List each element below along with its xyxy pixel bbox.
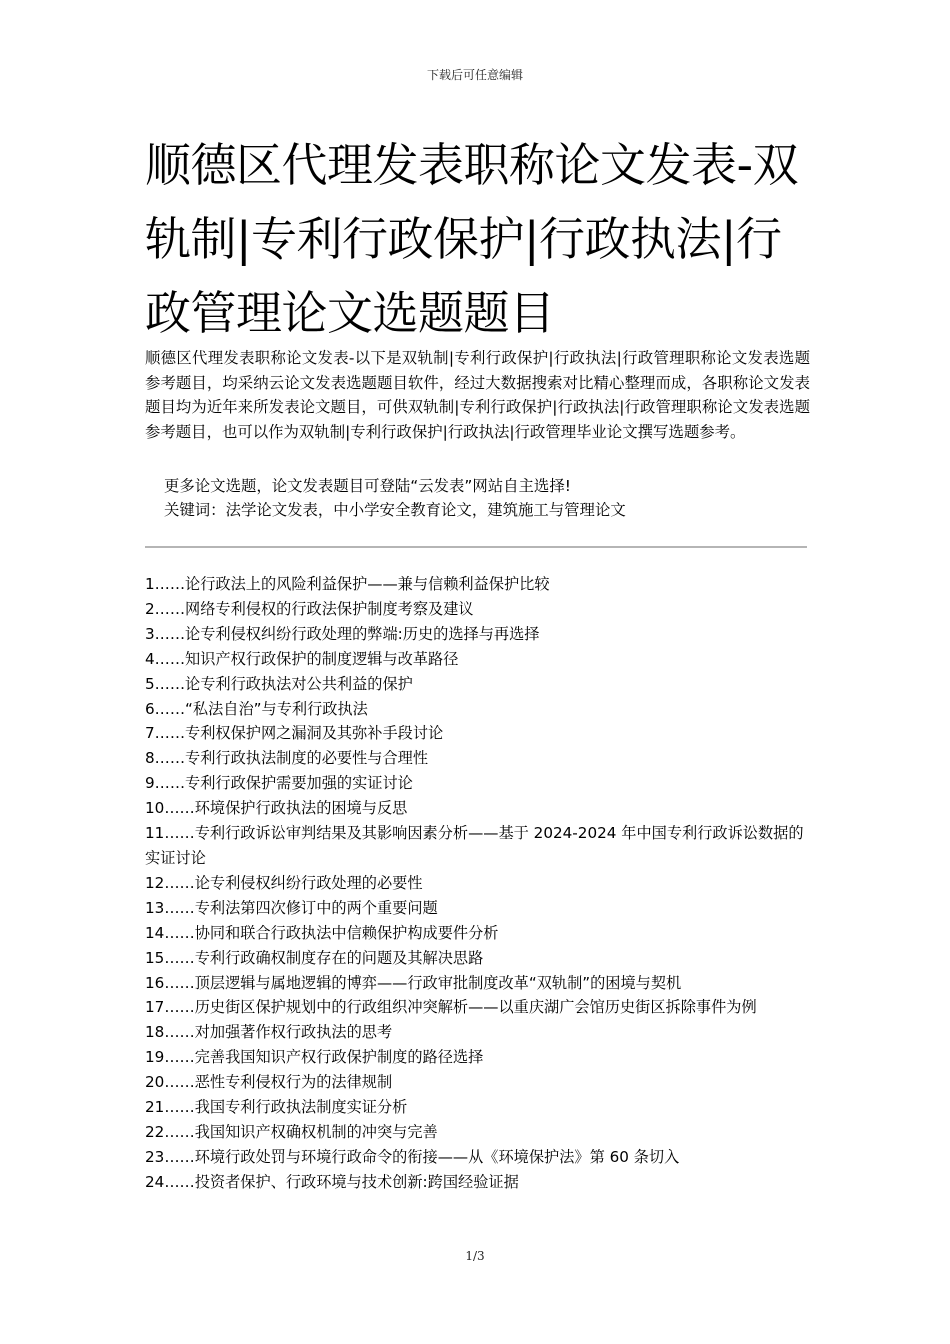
topic-item: 22……我国知识产权确权机制的冲突与完善 [145,1122,438,1141]
topic-item: 12……论专利侵权纠纷行政处理的必要性 [145,873,423,892]
topic-item: 10……环境保护行政执法的困境与反思 [145,799,408,818]
topic-item: 16……顶层逻辑与属地逻辑的博弈——行政审批制度改革“双轨制”的困境与契机 [145,973,682,992]
header-note: 下载后可任意编辑 [426,68,523,82]
topic-item: 11……专利行政诉讼审判结果及其影响因素分析——基于 2024-2024 年中国专利行政诉讼数据的实证讨论 [145,824,804,867]
topic-item: 15……专利行政确权制度存在的问题及其解决思路 [145,948,484,967]
topic-item: 3……论专利侵权纠纷行政处理的弊端:历史的选择与再选择 [145,624,540,643]
topic-item: 6……“私法自治”与专利行政执法 [145,699,368,718]
topic-item: 8……专利行政执法制度的必要性与合理性 [145,749,429,768]
more-topics-note: 更多论文选题，论文发表题目可登陆“云发表”网站自主选择! [164,477,571,495]
topic-item: 20……恶性专利侵权行为的法律规制 [145,1073,393,1092]
divider [145,546,807,548]
topic-item: 17……历史街区保护规划中的行政组织冲突解析——以重庆湖广会馆历史街区拆除事件为例 [145,998,757,1017]
topic-item: 19……完善我国知识产权行政保护制度的路径选择 [145,1048,484,1067]
topic-item: 23……环境行政处罚与环境行政命令的衔接——从《环境保护法》第 60 条切入 [145,1147,680,1166]
intro-paragraph: 顺德区代理发表职称论文发表-以下是双轨制|专利行政保护|行政执法|行政管理职称论文发表选题参考题目，均采纳云论文发表选题题目软件，经过大数据搜索对比精心整理而成，各职称论文发表题目均为近年来所发表论文题目，可供双轨制|专利行政保护|行政执法|行政管理职称论文发表选题参考题目，也可以作为双轨制|专利行政保护|行政执法|行政管理毕业论文撰写选题参考。 [145,349,810,441]
topic-item: 21……我国专利行政执法制度实证分析 [145,1098,408,1117]
topic-item: 2……网络专利侵权的行政法保护制度考察及建议 [145,599,474,618]
topic-item: 18……对加强著作权行政执法的思考 [145,1023,393,1042]
topic-list [145,572,810,1195]
keywords-line: 关键词：法学论文发表，中小学安全教育论文，建筑施工与管理论文 [164,501,626,519]
topic-item: 5……论专利行政执法对公共利益的保护 [145,674,413,693]
document-title: 顺德区代理发表职称论文发表-双轨制|专利行政保护|行政执法|行政管理论文选题题目 [145,138,799,340]
topic-item: 4……知识产权行政保护的制度逻辑与改革路径 [145,649,459,668]
topic-item: 1……论行政法上的风险利益保护——兼与信赖利益保护比较 [145,575,550,593]
topic-item: 24……投资者保护、行政环境与技术创新:跨国经验证据 [145,1172,519,1191]
page-number: 1/3 [465,1249,485,1263]
topic-item: 13……专利法第四次修订中的两个重要问题 [145,898,438,917]
topic-item: 14……协同和联合行政执法中信赖保护构成要件分析 [145,923,499,942]
topic-item: 7……专利权保护网之漏洞及其弥补手段讨论 [145,724,444,743]
topic-item: 9……专利行政保护需要加强的实证讨论 [145,774,413,793]
